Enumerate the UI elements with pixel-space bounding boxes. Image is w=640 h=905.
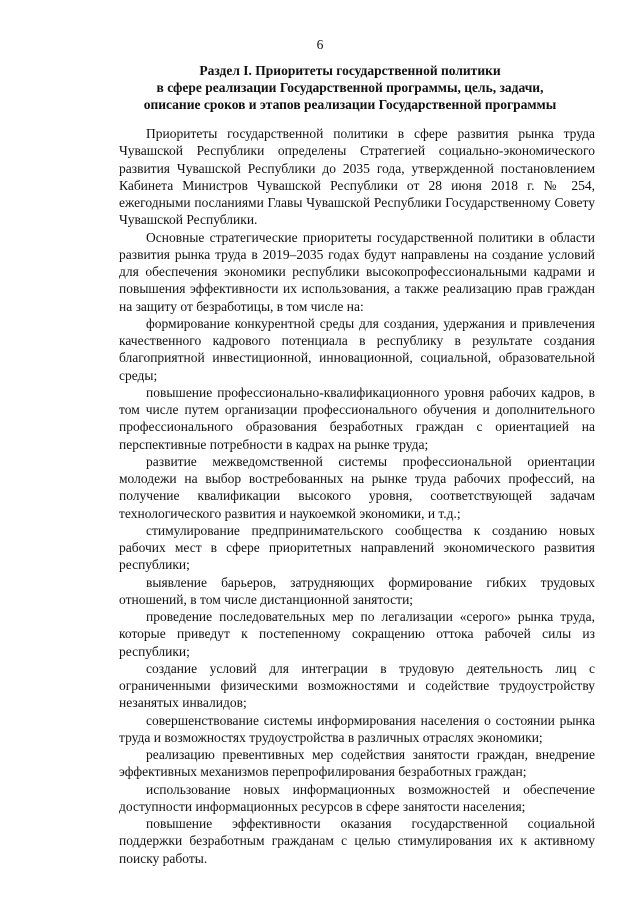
section-heading-line: в сфере реализации Государственной программы, цель, задачи, <box>156 80 544 95</box>
paragraph: формирование конкурентной среды для создания, удержания и привлечения качественного кадрового потенциала в республику в результате создания благоприятной инвестиционной, инновационной, социальной, образовательной среды; <box>119 315 595 383</box>
paragraph: повышение профессионально-квалификационного уровня рабочих кадров, в том числе путем организации профессионального обучения и дополнительного профессионального образования безработных граждан с ориентацией на перспективные потребности в кадрах на рынке труда; <box>119 384 595 452</box>
paragraph: Основные стратегические приоритеты государственной политики в области развития рынка труда в 2019–2035 годах будут направлены на создание условий для обеспечения экономики республики высокопрофессиональными кадрами и повышения эффективности их использования, а также реализацию прав граждан на защиту от безработицы, в том числе на: <box>119 229 595 314</box>
section-heading <box>80 62 620 113</box>
paragraph: реализацию превентивных мер содействия занятости граждан, внедрение эффективных механизмов перепрофилирования безработных граждан; <box>119 747 595 780</box>
paragraph: создание условий для интеграции в трудовую деятельность лиц с ограниченными физическими возможностями и содействие трудоустройству незанятых инвалидов; <box>119 660 595 711</box>
paragraph: стимулирование предпринимательского сообщества к созданию новых рабочих мест в сфере приоритетных направлений экономического развития республики; <box>119 522 595 573</box>
paragraph: выявление барьеров, затрудняющих формирование гибких трудовых отношений, в том числе дистанционной занятости; <box>119 574 595 607</box>
paragraph: повышение эффективности оказания государственной социальной поддержки безработным гражданам с целью стимулирования их к активному поиску работы. <box>119 816 595 866</box>
paragraph: Приоритеты государственной политики в сфере развития рынка труда Чувашской Республики определены Стратегией социально-экономического развития Чувашской Республики до 2035 года, утвержденной постановлением Кабинета Министров Чувашской Республики от 28 июня 2018 г. № 254, ежегодными посланиями Главы Чувашской Республики Государственному Совету Чувашской Республики. <box>119 126 595 228</box>
body-text <box>119 125 595 867</box>
paragraph: совершенствование системы информирования населения о состоянии рынка труда и возможностях трудоустройства в различных отраслях экономики; <box>119 712 595 745</box>
paragraph: развитие межведомственной системы профессиональной ориентации молодежи на выбор востребованных на рынке труда рабочих профессий, на получение квалификации высокого уровня, соответствующей задачам технологического развития и наукоемкой экономики, и т.д.; <box>119 453 595 521</box>
section-heading-line: Раздел I. Приоритеты государственной политики <box>199 63 501 78</box>
section-heading-line: описание сроков и этапов реализации Государственной программы <box>143 97 557 112</box>
paragraph: проведение последовательных мер по легализации «серого» рынка труда, которые приведут к постепенному сокращению оттока рабочей силы из республики; <box>119 609 595 659</box>
page-number: 6 <box>316 37 324 52</box>
paragraph: использование новых информационных возможностей и обеспечение доступности информационных ресурсов в сфере занятости населения; <box>119 781 595 814</box>
